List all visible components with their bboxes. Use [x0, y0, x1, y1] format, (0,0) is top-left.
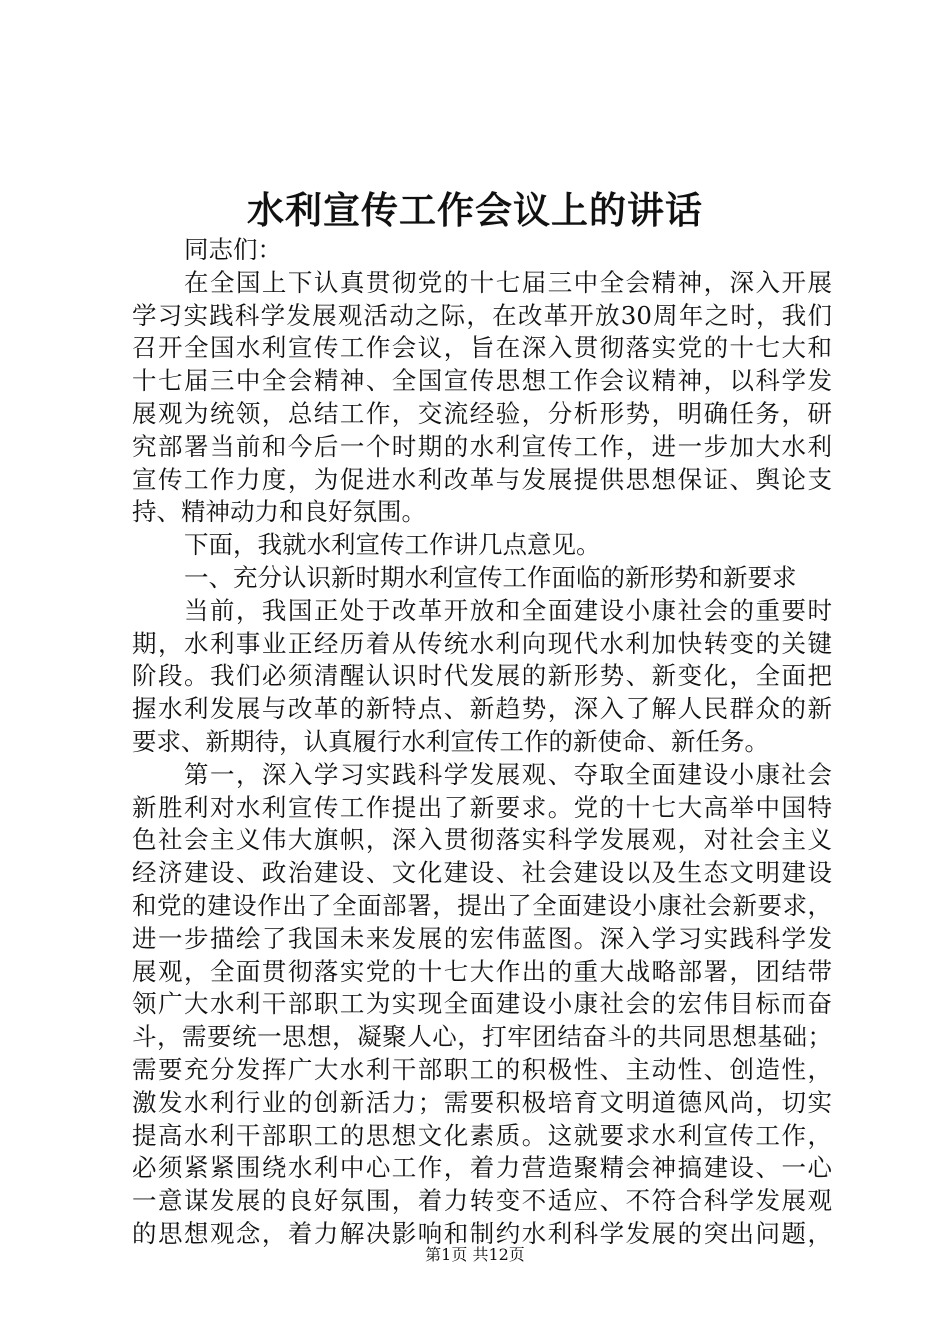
- text-line: 同志们：: [184, 235, 282, 264]
- page-footer: 第1页 共12页: [425, 1245, 525, 1264]
- text-line: 期，水利事业正经历着从传统水利向现代水利加快转变的关键: [132, 628, 832, 658]
- document-title: 水利宣传工作会议上的讲话: [247, 188, 703, 232]
- text-line: 下面，我就水利宣传工作讲几点意见。: [184, 530, 601, 560]
- text-line: 提高水利干部职工的思想文化素质。这就要求水利宣传工作，: [132, 1120, 832, 1150]
- text-line: 激发水利行业的创新活力；需要积极培育文明道德风尚，切实: [132, 1087, 832, 1117]
- text-line: 宣传工作力度，为促进水利改革与发展提供思想保证、舆论支: [132, 464, 832, 494]
- text-line: 要求、新期待，认真履行水利宣传工作的新使命、新任务。: [132, 726, 769, 756]
- text-line: 进一步描绘了我国未来发展的宏伟蓝图。深入学习实践科学发: [132, 923, 832, 953]
- text-line: 和党的建设作出了全面部署，提出了全面建设小康社会新要求，: [132, 890, 832, 920]
- text-line: 握水利发展与改革的新特点、新趋势，深入了解人民群众的新: [132, 694, 832, 724]
- text-line: 持、精神动力和良好氛围。: [132, 497, 426, 527]
- text-line: 一、充分认识新时期水利宣传工作面临的新形势和新要求: [184, 562, 797, 592]
- text-line: 学习实践科学发展观活动之际，在改革开放30周年之时，我们: [132, 300, 832, 330]
- text-line: 展观为统领，总结工作，交流经验，分析形势，明确任务，研: [132, 398, 832, 428]
- text-line: 展观，全面贯彻落实党的十七大作出的重大战略部署，团结带: [132, 956, 832, 986]
- text-line: 一意谋发展的良好氛围，着力转变不适应、不符合科学发展观: [132, 1186, 832, 1216]
- text-line: 必须紧紧围绕水利中心工作，着力营造聚精会神搞建设、一心: [132, 1153, 832, 1183]
- text-line: 在全国上下认真贯彻党的十七届三中全会精神，深入开展: [184, 267, 832, 297]
- text-line: 色社会主义伟大旗帜，深入贯彻落实科学发展观，对社会主义: [132, 825, 832, 855]
- text-line: 需要充分发挥广大水利干部职工的积极性、主动性、创造性，: [132, 1054, 832, 1084]
- text-line: 斗，需要统一思想，凝聚人心，打牢团结奋斗的共同思想基础；: [132, 1022, 832, 1052]
- text-line: 的思想观念，着力解决影响和制约水利科学发展的突出问题，: [132, 1218, 832, 1248]
- text-line: 经济建设、政治建设、文化建设、社会建设以及生态文明建设: [132, 858, 832, 888]
- text-line: 领广大水利干部职工为实现全面建设小康社会的宏伟目标而奋: [132, 989, 832, 1019]
- text-line: 阶段。我们必须清醒认识时代发展的新形势、新变化，全面把: [132, 661, 832, 691]
- text-line: 究部署当前和今后一个时期的水利宣传工作，进一步加大水利: [132, 431, 832, 461]
- text-line: 新胜利对水利宣传工作提出了新要求。党的十七大高举中国特: [132, 792, 832, 822]
- text-line: 当前，我国正处于改革开放和全面建设小康社会的重要时: [184, 595, 832, 625]
- document-body: [132, 234, 832, 1251]
- text-line: 召开全国水利宣传工作会议，旨在深入贯彻落实党的十七大和: [132, 333, 832, 363]
- text-line: 第一，深入学习实践科学发展观、夺取全面建设小康社会: [184, 759, 832, 789]
- text-line: 十七届三中全会精神、全国宣传思想工作会议精神，以科学发: [132, 366, 832, 396]
